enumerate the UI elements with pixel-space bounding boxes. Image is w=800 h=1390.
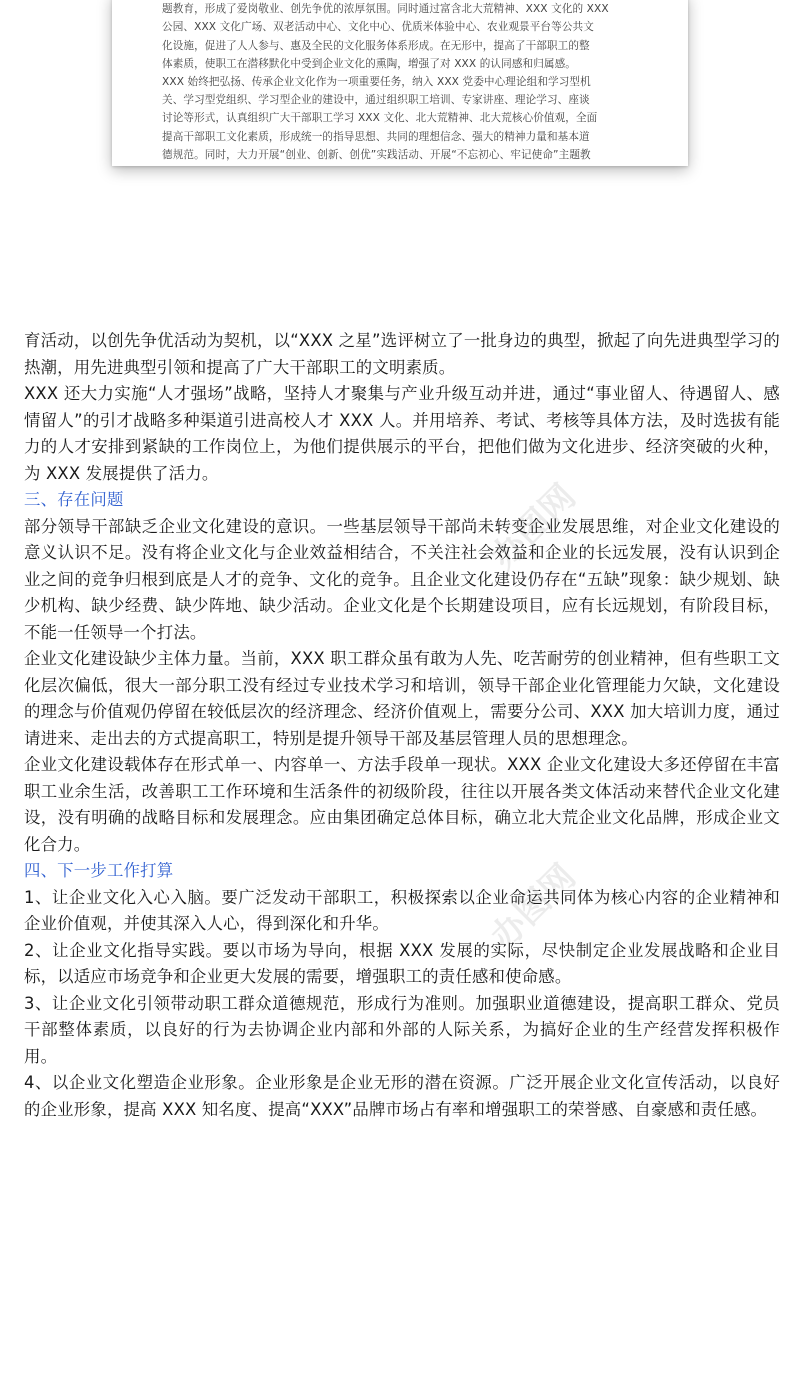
section-heading: 四、下一步工作打算 [24, 861, 174, 880]
preview-line: 讨论等形式，认真组织广大干部职工学习 XXX 文化、北大荒精神、北大荒核心价值观，全面 [162, 112, 598, 125]
section-heading: 三、存在问题 [24, 490, 124, 509]
list-item: 2、让企业文化指导实践。要以市场为导向，根据 XXX 发展的实际，尽快制定企业发展战略和企业目标，以适应市场竞争和企业更大发展的需要，增强职工的责任感和使命感。 [24, 940, 780, 986]
list-item: 1、让企业文化入心入脑。要广泛发动干部职工，积极探索以企业命运共同体为核心内容的企业精神和企业价值观，并使其深入人心，得到深化和升华。 [24, 887, 780, 933]
paragraph: 企业文化建设缺少主体力量。当前，XXX 职工群众虽有敢为人先、吃苦耐劳的创业精神，但有些职工文化层次偏低，很大一部分职工没有经过专业技术学习和培训，领导干部企业化管理能力欠缺，文化建设的理念与价值观仍停留在较低层次的经济理念、经济价值观上，需要分公司、XXX 加大培训力度，通过请进来、走出去的方式提高职工，特别是提升领导干部及基层管理人员的思想理念。 [24, 649, 780, 748]
paragraph: XXX 还大力实施“人才强场”战略，坚持人才聚集与产业升级互动并进，通过“事业留人、待遇留人、感情留人”的引才战略多种渠道引进高校人才 XXX 人。并用培养、考试、考核等具体方法，及时选拔有能力的人才安排到紧缺的工作岗位上，为他们提供展示的平台，把他们做为文化进步、经济突破的火种，为 XXX 发展提供了活力。 [24, 384, 780, 483]
watermark: 办图网 [483, 856, 584, 958]
preview-line: 提高干部职工文化素质，形成统一的指导思想、共同的理想信念、强大的精神力量和基本道 [162, 130, 590, 143]
preview-text-block [162, 0, 638, 164]
preview-line: 题教育，形成了爱岗敬业、创先争优的浓厚氛围。同时通过富含北大荒精神、XXX 文化的 XXX [162, 3, 609, 16]
paragraph: 育活动，以创先争优活动为契机，以“XXX 之星”选评树立了一批身边的典型，掀起了向先进典型学习的热潮，用先进典型引领和提高了广大干部职工的文明素质。 [24, 331, 780, 377]
paragraph: 企业文化建设载体存在形式单一、内容单一、方法手段单一现状。XXX 企业文化建设大多还停留在丰富职工业余生活，改善职工工作环境和生活条件的初级阶段，往往以开展各类文体活动来替代企业文化建设，没有明确的战略目标和发展理念。应由集团确定总体目标，确立北大荒企业文化品牌，形成企业文化合力。 [24, 755, 780, 854]
preview-line: 化设施，促进了人人参与、惠及全民的文化服务体系形成。在无形中，提高了干部职工的整 [162, 39, 590, 52]
document-preview-card [112, 0, 688, 166]
preview-line: 体素质，使职工在潜移默化中受到企业文化的熏陶，增强了对 XXX 的认同感和归属感。 [162, 57, 576, 70]
preview-line: 德规范。同时，大力开展“创业、创新、创优”实践活动、开展“不忘初心、牢记使命”主题教 [162, 148, 591, 161]
preview-line: XXX 始终把弘扬、传承企业文化作为一项重要任务，纳入 XXX 党委中心理论组和学习型机 [162, 76, 591, 89]
list-item: 4、以企业文化塑造企业形象。企业形象是企业无形的潜在资源。广泛开展企业文化宣传活动，以良好的企业形象，提高 XXX 知名度、提高“XXX”品牌市场占有率和增强职工的荣誉感、自豪感和责任感。 [24, 1073, 780, 1119]
list-item: 3、让企业文化引领带动职工群众道德规范，形成行为准则。加强职业道德建设，提高职工群众、党员干部整体素质，以良好的行为去协调企业内部和外部的人际关系，为搞好企业的生产经营发挥积极作用。 [24, 993, 780, 1066]
paragraph: 部分领导干部缺乏企业文化建设的意识。一些基层领导干部尚未转变企业发展思维，对企业文化建设的意义认识不足。没有将企业文化与企业效益相结合，不关注社会效益和企业的长远发展，没有认识到企业之间的竞争归根到底是人才的竞争、文化的竞争。且企业文化建设仍存在“五缺”现象：缺少规划、缺少机构、缺少经费、缺少阵地、缺少活动。企业文化是个长期建设项目，应有长远规划，有阶段目标，不能一任领导一个打法。 [24, 516, 780, 642]
document-body [24, 328, 780, 1123]
preview-line: 公园、XXX 文化广场、双老活动中心、文化中心、优质米体验中心、农业观景平台等公共文 [162, 21, 594, 34]
watermark: 办图网 [483, 476, 584, 578]
preview-line: 关、学习型党组织、学习型企业的建设中，通过组织职工培训、专家讲座、理论学习、座谈 [162, 94, 590, 107]
